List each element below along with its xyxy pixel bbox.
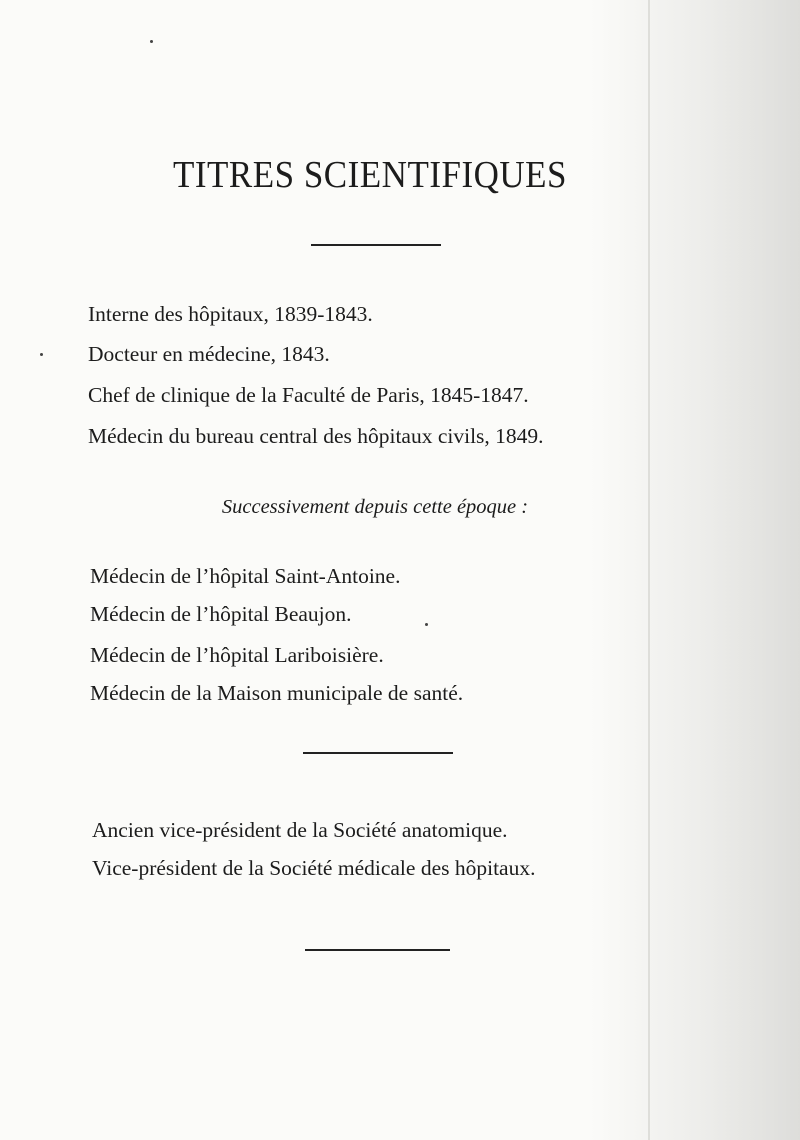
title-divider <box>311 244 441 246</box>
credential-line: Interne des hôpitaux, 1839-1843. <box>88 302 373 326</box>
society-line: Ancien vice-président de la Société anatomique. <box>92 818 508 842</box>
print-speck <box>40 353 43 356</box>
print-speck <box>425 623 428 626</box>
society-line: Vice-président de la Société médicale des hôpitaux. <box>92 856 536 880</box>
section-subheading: Successivement depuis cette époque : <box>221 496 529 518</box>
credential-line: Médecin du bureau central des hôpitaux civils, 1849. <box>88 424 544 448</box>
section-divider <box>303 752 453 754</box>
print-speck <box>150 40 153 43</box>
position-line: Médecin de l’hôpital Beaujon. <box>90 602 352 626</box>
position-line: Médecin de la Maison municipale de santé. <box>90 681 464 705</box>
credential-line: Docteur en médecine, 1843. <box>88 342 330 366</box>
position-line: Médecin de l’hôpital Saint-Antoine. <box>90 564 401 588</box>
position-line: Médecin de l’hôpital Lariboisière. <box>90 643 384 667</box>
credential-line: Chef de clinique de la Faculté de Paris, 1845-1847. <box>88 383 529 407</box>
page-title: TITRES SCIENTIFIQUES <box>172 153 568 196</box>
closing-divider <box>305 949 450 951</box>
